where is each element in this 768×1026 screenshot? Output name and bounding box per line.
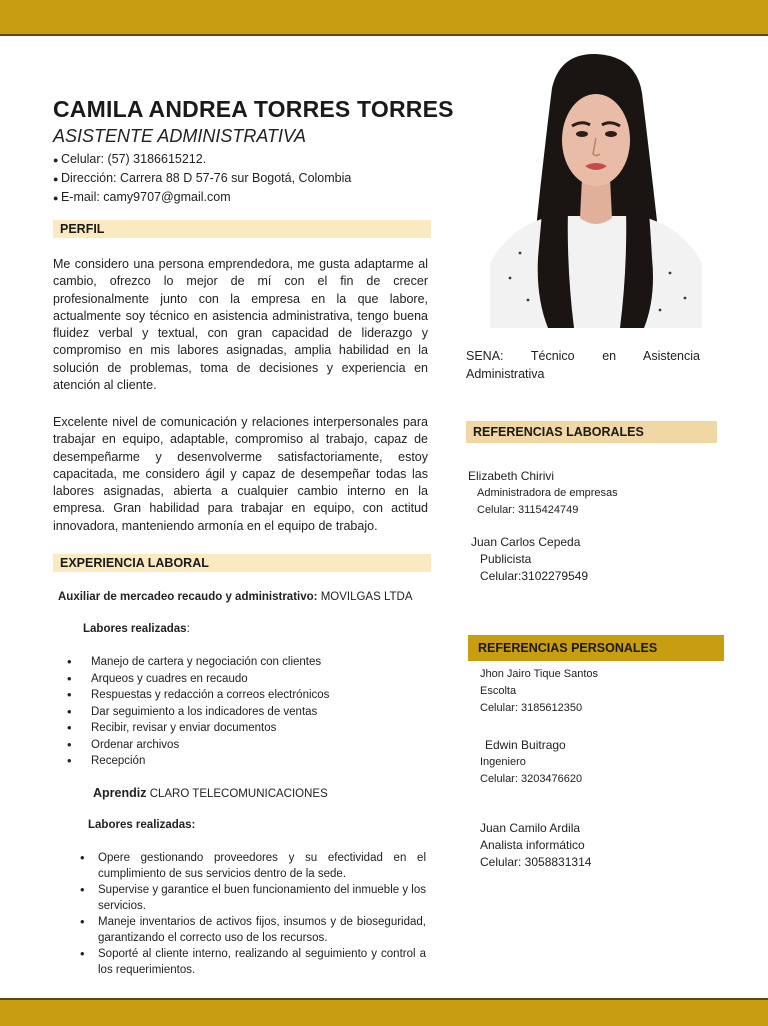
ref-role: Ingeniero [480, 756, 526, 768]
list-item: • Maneje inventarios de activos fijos, insumos y de bioseguridad, garantizando el correcto uso de los recursos. [76, 914, 426, 946]
job1-title [58, 591, 413, 603]
referencias-laborales-heading: REFERENCIAS LABORALES [466, 421, 717, 443]
contact-email: ● E-mail: camy9707@gmail.com [53, 188, 351, 207]
list-item: • Respuestas y redacción a correos electrónicos [53, 687, 329, 704]
ref-role: Escolta [480, 685, 517, 697]
contact-list [53, 150, 351, 207]
referencias-personales-heading: REFERENCIAS PERSONALES [468, 635, 724, 661]
candidate-name: CAMILA ANDREA TORRES TORRES [53, 96, 454, 122]
candidate-title: ASISTENTE ADMINISTRATIVA [53, 126, 307, 146]
ref-phone: Celular: 3115424749 [477, 504, 579, 516]
ref-phone: Celular:3102279549 [480, 569, 589, 583]
job2-task-list [76, 850, 426, 978]
contact-phone: ● Celular: (57) 3186615212. [53, 150, 351, 169]
list-item: • Opere gestionando proveedores y su efectividad en el cumplimiento de sus servicios dentro de la sede. [76, 850, 426, 882]
ref-phone: Celular: 3185612350 [480, 702, 583, 714]
ref-name: Edwin Buitrago [485, 738, 566, 752]
ref-personal-2 [480, 737, 582, 788]
perfil-paragraph-2: Excelente nivel de comunicación y relaciones interpersonales para trabajar en equipo, adaptable, compromiso al trabajo, capaz de desempeñarme y desenvolverme satisfactoriamente, estoy capacitada, me considero ágil y capaz de desempeñar todas las labores asignadas, abierta a cualquier cambio interno en la empresa. Gran habilidad para trabajar en equipo, con actitud innovadora, manteniendo armonía en el equipo de trabajo. [53, 415, 428, 533]
list-item: • Manejo de cartera y negociación con clientes [53, 654, 329, 671]
ref-personal-3 [480, 820, 591, 871]
job2-title [93, 786, 328, 800]
ref-laboral-1 [468, 468, 618, 519]
list-item: • Recibir, revisar y enviar documentos [53, 720, 329, 737]
ref-personal-1 [480, 666, 598, 717]
ref-name: Juan Camilo Ardila [480, 821, 581, 835]
ref-role: Administradora de empresas [477, 487, 618, 499]
job2-company: CLARO TELECOMUNICACIONES [149, 788, 328, 800]
profile-photo [490, 48, 702, 328]
ref-role: Analista informático [480, 838, 585, 852]
perfil-paragraph-1: Me considero una persona emprendedora, me gusta adaptarme al cambio, ofrezco lo mejor de mí con el fin de crecer profesionalmente junto con la empresa en la que labore, actualmente soy técnico en asistencia administrativa, tengo buena fluidez verbal y textual, con gran capacidad de liderazgo y compromiso en mis labores asignadas, amplia habilidad en la solución de problemas, toma de decisiones y experiencia en atención al cliente. [53, 257, 428, 393]
list-item: • Dar seguimiento a los indicadores de ventas [53, 704, 329, 721]
job1-company: MOVILGAS LTDA [320, 591, 413, 603]
ref-name: Juan Carlos Cepeda [471, 535, 581, 549]
top-decorative-band [0, 0, 768, 36]
ref-name: Elizabeth Chirivi [468, 469, 555, 483]
job1-tasks-label: Labores realizadas: [83, 623, 190, 635]
perfil-heading: PERFIL [53, 220, 431, 238]
job1-task-list [53, 654, 329, 770]
ref-phone: Celular: 3058831314 [480, 855, 592, 869]
list-item: • Ordenar archivos [53, 737, 329, 754]
job2-role: Aprendiz [93, 786, 147, 800]
list-item: • Soporté al cliente interno, realizando al seguimiento y control a los requerimientos. [76, 946, 426, 978]
ref-laboral-2 [471, 534, 588, 585]
education-entry: SENA: Técnico en Asistencia Administrativa [466, 349, 700, 381]
list-item: • Supervise y garantice el buen funcionamiento del inmueble y los servicios. [76, 882, 426, 914]
bottom-decorative-band [0, 998, 768, 1026]
experiencia-heading: EXPERIENCIA LABORAL [53, 554, 431, 572]
ref-role: Publicista [480, 552, 532, 566]
job2-tasks-label: Labores realizadas: [88, 819, 196, 831]
ref-phone: Celular: 3203476620 [480, 773, 583, 785]
job1-role: Auxiliar de mercadeo recaudo y administrativo: [58, 591, 318, 603]
ref-name: Jhon Jairo Tique Santos [480, 668, 599, 680]
contact-address: ● Dirección: Carrera 88 D 57-76 sur Bogotá, Colombia [53, 169, 351, 188]
list-item: • Recepción [53, 753, 329, 770]
list-item: • Arqueos y cuadres en recaudo [53, 671, 329, 688]
portrait-illustration [490, 48, 702, 328]
